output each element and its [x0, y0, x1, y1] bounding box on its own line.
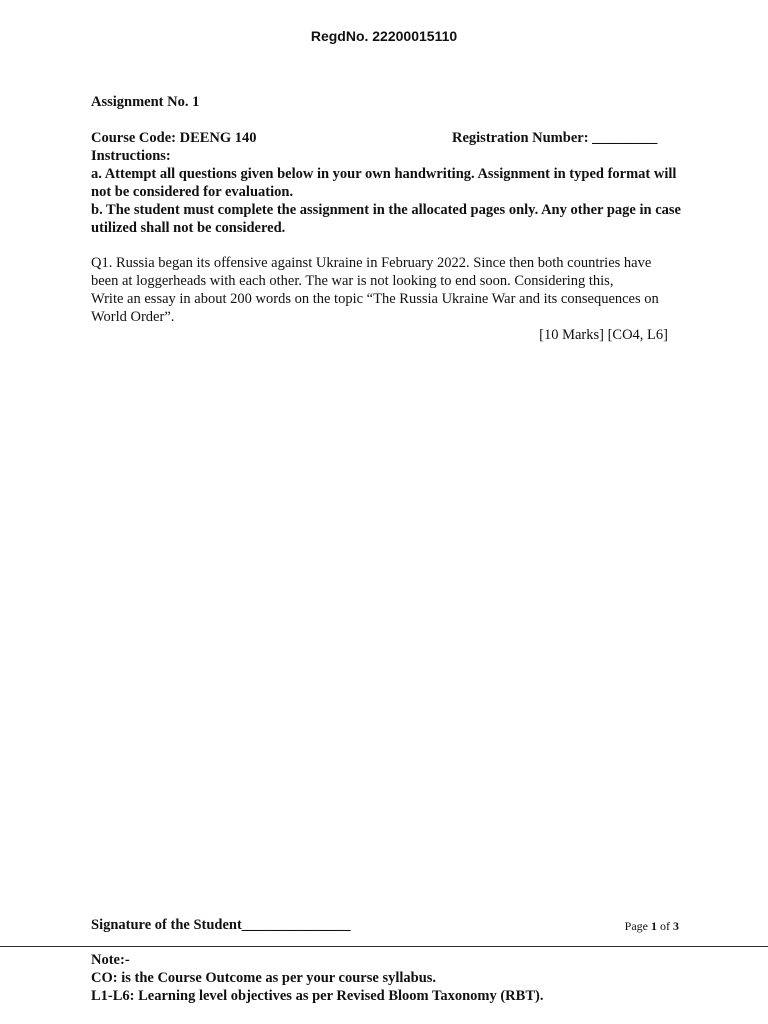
instruction-a: a. Attempt all questions given below in your own handwriting. Assignment in typed format will not be considered for evaluation. [91, 166, 677, 200]
registration-number: Registration Number: _________ [452, 130, 658, 146]
course-row [91, 129, 681, 147]
page-total: 3 [673, 919, 679, 933]
course-code: Course Code: DEENG 140 [91, 130, 257, 146]
footer-note [91, 951, 751, 1005]
instruction-b: b. The student must complete the assignment in the allocated pages only. Any other page in case utilized shall not be considered. [91, 202, 681, 236]
page-current: 1 [651, 919, 657, 933]
regd-number: RegdNo. 22200015110 [310, 28, 458, 44]
page-label: Page [624, 919, 648, 933]
note-learning-levels: L1-L6: Learning level objectives as per Revised Bloom Taxonomy (RBT). [91, 988, 544, 1004]
question-1-text: Q1. Russia began its offensive against Ukraine in February 2022. Since then both countries have been at loggerheads with each other. The war is not looking to end soon. Considering this, [91, 255, 652, 289]
question-1 [91, 254, 681, 326]
page-number [560, 919, 679, 934]
note-course-outcome: CO: is the Course Outcome as per your course syllabus. [91, 970, 437, 986]
note-heading: Note:- [91, 952, 130, 968]
footer-divider [0, 946, 768, 947]
page-of: of [660, 919, 670, 933]
instructions-heading: Instructions: [91, 148, 171, 164]
question-1-text-cont: Write an essay in about 200 words on the topic “The Russia Ukraine War and its consequences on World Order”. [91, 291, 659, 325]
question-1-marks: [10 Marks] [CO4, L6] [539, 327, 668, 343]
assignment-title: Assignment No. 1 [91, 94, 200, 110]
student-signature: Signature of the Student_______________ [91, 917, 351, 933]
